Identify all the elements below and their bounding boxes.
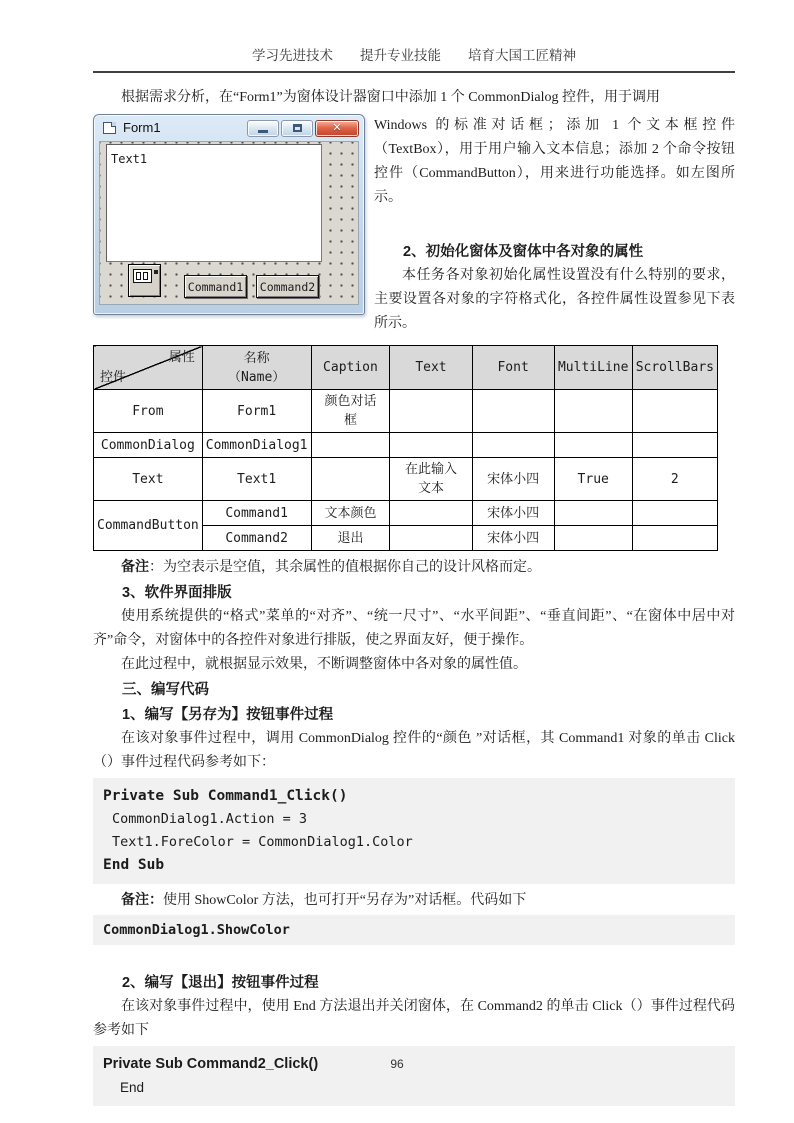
cell-text [390,390,472,433]
note-text: ：为空表示是空值，其余属性的值根据你自己的设计风格而定。 [149,560,541,575]
table-note [93,554,735,580]
vb-command2-button: Command2 [256,275,319,298]
minimize-button [247,120,279,137]
code-line: CommonDialog1.Action = 3 [112,811,308,827]
vb-form-window-figure [93,114,365,315]
cell-font [472,433,554,458]
init-paragraph: 本任务各对象初始化属性设置没有什么特别的要求，主要设置各对象的字符格式化，各控件属性设置参见下表所示。 [374,268,735,331]
heading-saveas-event: 1、编写【另存为】按钮事件过程 [122,707,334,723]
note-label: 备注： [121,891,163,907]
cell-name: Command2 [202,526,311,551]
cell-multiline [554,526,632,551]
commondialog-glyph-dot [154,270,158,274]
figure-and-text-row [93,114,735,336]
commondialog-glyph-box1 [136,272,141,280]
col-header-name-line1: 名称 [243,350,270,366]
cell-caption: 颜色对话框 [311,390,390,433]
col-header-name [202,346,311,390]
cell-font: 宋体小四 [472,501,554,526]
vb-form-design-surface [99,141,359,305]
col-header-name-line2: （Name） [227,369,286,385]
vb-window-title: Form1 [123,120,161,135]
wrap-text-column [374,114,735,336]
cell-font [472,390,554,433]
col-header-text: Text [390,346,472,390]
col-header-multiline: MultiLine [554,346,632,390]
cell-caption: 文本颜色 [311,501,390,526]
cell-text [390,526,472,551]
table-row [94,501,718,526]
note-label: 备注 [121,558,149,574]
minimize-icon [258,130,268,133]
table-row [94,433,718,458]
corner-attr-label: 属性 [168,350,195,365]
cell-name: Command1 [202,501,311,526]
cell-scrollbars [632,433,717,458]
col-header-scrollbars: ScrollBars [632,346,717,390]
corner-ctrl-label: 控件 [100,370,127,385]
code-line: Private Sub Command1_Click() [103,788,348,804]
cell-font: 宋体小四 [472,458,554,501]
saveas-paragraph: 在该对象事件过程中，调用 CommonDialog 控件的“颜色 ”对话框，其 Command1 对象的单击 Click（）事件过程代码参考如下： [93,731,735,770]
cell-multiline [554,501,632,526]
cell-scrollbars [632,390,717,433]
cell-scrollbars [632,501,717,526]
table-corner-cell [94,346,203,390]
properties-table [93,345,718,551]
code-block-showcolor: CommonDialog1.ShowColor [93,915,735,945]
cell-control-merged: CommandButton [94,501,203,551]
cell-control: CommonDialog [94,433,203,458]
heading-write-code: 三、编写代码 [122,682,209,698]
layout-paragraph-2: 在此过程中，就根据显示效果，不断调整窗体中各对象的属性值。 [121,657,527,672]
cell-name: Form1 [202,390,311,433]
cell-multiline [554,433,632,458]
exit-paragraph: 在该对象事件过程中，使用 End 方法退出并关闭窗体，在 Command2 的单击 Click（）事件过程代码参考如下 [93,999,735,1038]
maximize-icon [293,124,302,132]
vb-titlebar [94,115,364,141]
maximize-button [281,120,313,137]
col-header-caption: Caption [311,346,390,390]
cell-caption [311,433,390,458]
page-number: 96 [390,1057,404,1071]
cell-scrollbars: 2 [632,458,717,501]
intro-paragraph: 根据需求分析，在“Form1”为窗体设计器窗口中添加 1 个 CommonDialog 控件，用于调用 [121,90,660,105]
close-button [315,120,359,137]
wrap-paragraph: Windows 的标准对话框；添加 1 个文本框控件（TextBox），用于用户输入文本信息；添加 2 个命令按钮控件（CommandButton），用来进行功能选择。如左图所示。 [374,118,735,205]
cell-name: Text1 [202,458,311,501]
heading-exit-event: 2、编写【退出】按钮事件过程 [122,975,319,991]
close-icon: ✕ [332,121,342,134]
cell-font: 宋体小四 [472,526,554,551]
commondialog-glyph-box2 [143,272,148,280]
heading-init-properties: 2、初始化窗体及窗体中各对象的属性 [403,244,644,260]
page-header: 学习先进技术 提升专业技能 培育大国工匠精神 [252,48,576,63]
table-row [94,458,718,501]
commondialog-icon [128,264,161,297]
header-rule [93,71,735,73]
cell-multiline: True [554,458,632,501]
cell-scrollbars [632,526,717,551]
cell-text: 在此输入文本 [390,458,472,501]
form-icon [103,122,116,134]
note-text: 使用 ShowColor 方法，也可打开“另存为”对话框。代码如下 [163,893,527,908]
table-header-row [94,346,718,390]
cell-text [390,501,472,526]
cell-text [390,433,472,458]
cell-control: Text [94,458,203,501]
code-line: End [120,1080,145,1095]
layout-paragraph-1: 使用系统提供的“格式”菜单的“对齐”、“统一尺寸”、“水平间距”、“垂直间距”、“在窗体中居中对齐”命令，对窗体中的各控件对象进行排版，使之界面友好，便于操作。 [93,609,735,648]
col-header-font: Font [472,346,554,390]
cell-multiline [554,390,632,433]
code-line: Private Sub Command2_Click() [103,1056,319,1072]
table-row [94,390,718,433]
vb-command1-button: Command1 [184,275,247,298]
cell-caption [311,458,390,501]
vb-window-controls [245,120,359,137]
code-line: Text1.ForeColor = CommonDialog1.Color [112,834,413,850]
cell-caption: 退出 [311,526,390,551]
cell-name: CommonDialog1 [202,433,311,458]
cell-control: From [94,390,203,433]
showcolor-note [93,887,735,913]
heading-ui-layout: 3、软件界面排版 [122,585,232,601]
commondialog-icon-inner [133,269,152,283]
code-block-command1 [93,778,735,884]
vb-textbox-control: Text1 [106,144,322,262]
code-line: End Sub [103,857,165,873]
